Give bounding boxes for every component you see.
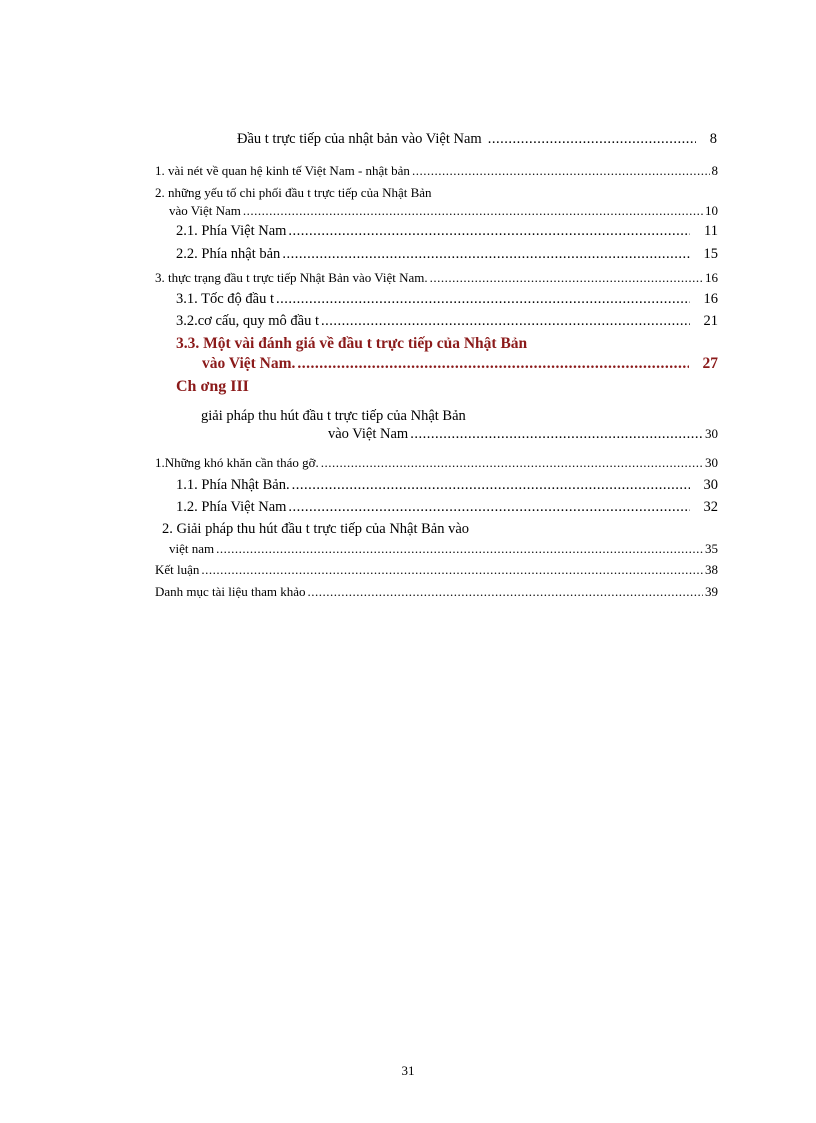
toc-entry-highlight <box>202 355 718 373</box>
toc-entry <box>155 455 718 471</box>
toc-entry-page: 15 <box>703 246 718 262</box>
toc-entry-text: 1. vài nét về quan hệ kinh tế Việt Nam - nhật bản <box>155 163 410 178</box>
toc-dot-leader <box>297 355 688 373</box>
toc-entry-text: 2.2. Phía nhật bản <box>176 246 281 262</box>
toc-dot-leader <box>412 163 710 179</box>
toc-entry-text: 2. Giải pháp thu hút đầu t trực tiếp của Nhật Bản vào <box>162 521 470 537</box>
toc-dot-leader <box>243 203 703 219</box>
toc-dot-leader <box>430 270 703 286</box>
toc-entry <box>176 246 718 263</box>
toc-entry-text: việt nam <box>169 541 215 556</box>
toc-entry-page: 27 <box>702 355 718 372</box>
toc-dot-leader <box>288 499 689 516</box>
toc-entry-text: Đầu t trực tiếp của nhật bản vào Việt Nam <box>237 131 482 147</box>
toc-entry <box>169 203 718 219</box>
toc-entry-page: 30 <box>703 477 718 493</box>
toc-entry-page: 10 <box>705 203 718 218</box>
toc-dot-leader <box>410 426 703 443</box>
page-number: 31 <box>401 1063 415 1078</box>
toc-entry-text: 1.Những khó khăn cần tháo gỡ. <box>155 455 319 470</box>
toc-entry-text: vào Việt Nam <box>169 203 241 218</box>
toc-entry-text: 1.1. Phía Nhật Bản. <box>176 477 290 493</box>
toc-dot-leader <box>321 455 703 471</box>
toc-entry <box>176 223 718 240</box>
toc-entry-text: 3. thực trạng đầu t trực tiếp Nhật Bản vào Việt Nam. <box>155 270 428 285</box>
toc-entry-text: 3.2.cơ cấu, quy mô đầu t <box>176 313 319 329</box>
toc-entry <box>169 541 718 557</box>
toc-dot-leader <box>308 584 703 600</box>
toc-entry <box>155 562 718 578</box>
toc-entry-page: 35 <box>705 541 718 556</box>
toc-entry-page: 16 <box>703 291 718 307</box>
toc-entry <box>176 477 718 494</box>
toc-dot-leader <box>201 562 703 578</box>
toc-entry-page: 8 <box>711 163 718 178</box>
toc-entry <box>237 131 717 148</box>
toc-entry <box>328 426 718 443</box>
toc-entry-page: 30 <box>705 455 718 470</box>
toc-entry-text: Kết luận <box>155 562 200 577</box>
toc-entry-highlight: 3.3. Một vài đánh giá về đầu t trực tiếp của Nhật Bản <box>176 335 528 352</box>
toc-entry-text: vào Việt Nam <box>328 426 409 442</box>
toc-entry-page: 8 <box>709 131 717 147</box>
toc-dot-leader <box>288 223 690 240</box>
toc-entry-text: 1.2. Phía Việt Nam <box>176 499 287 515</box>
chapter-heading: Ch ơng III <box>176 378 249 395</box>
toc-entry <box>155 270 718 286</box>
toc-dot-leader <box>488 131 696 148</box>
toc-entry-text: 2. những yếu tố chi phối đầu t trực tiếp của Nhật Bản <box>155 185 432 200</box>
toc-entry-page: 39 <box>705 584 718 599</box>
toc-dot-leader <box>321 313 690 330</box>
toc-entry <box>176 291 718 308</box>
toc-entry-text: vào Việt Nam. <box>202 355 296 372</box>
toc-dot-leader <box>216 541 703 557</box>
toc-dot-leader <box>276 291 690 308</box>
toc-entry <box>176 313 718 330</box>
toc-dot-leader <box>282 246 689 263</box>
toc-entry-page: 16 <box>705 270 718 285</box>
toc-dot-leader <box>292 477 690 494</box>
toc-entry-page: 38 <box>705 562 718 577</box>
toc-entry-page: 32 <box>703 499 718 515</box>
toc-entry-text: giải pháp thu hút đầu t trực tiếp của Nhật Bản <box>201 408 466 424</box>
toc-entry <box>155 163 718 179</box>
toc-entry-page: 30 <box>705 426 718 441</box>
toc-entry <box>176 499 718 516</box>
toc-entry-page: 21 <box>703 313 718 329</box>
toc-entry-page: 11 <box>704 223 718 239</box>
toc-entry <box>155 584 718 600</box>
toc-entry-text: Danh mục tài liệu tham khảo <box>155 584 306 599</box>
toc-entry-text: 3.1. Tốc độ đầu t <box>176 291 274 307</box>
toc-entry-text: 2.1. Phía Việt Nam <box>176 223 287 239</box>
